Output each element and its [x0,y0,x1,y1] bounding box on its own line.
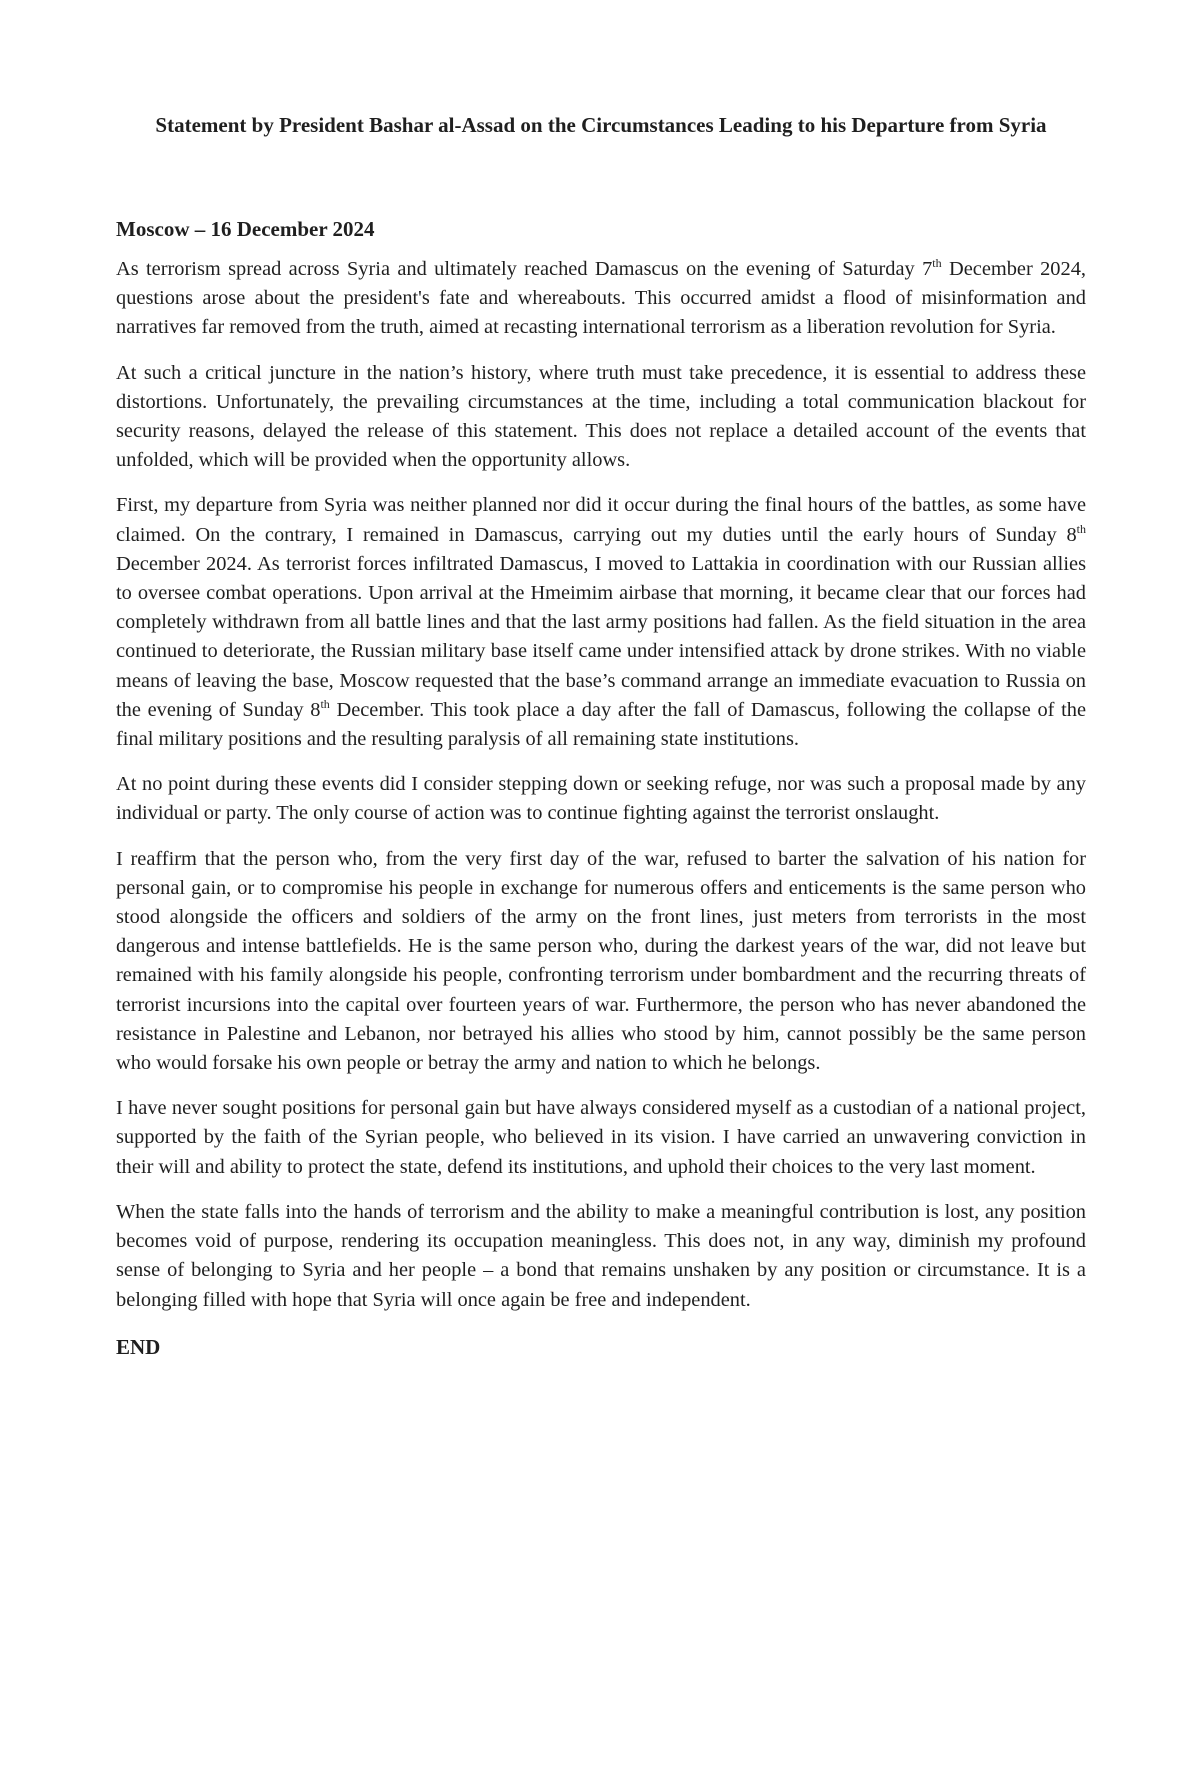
body-paragraph [116,845,1086,1079]
ordinal-suffix: th [1076,521,1086,536]
body-paragraph [116,255,1086,343]
body-paragraph [116,1094,1086,1182]
dateline: Moscow – 16 December 2024 [116,217,375,241]
paragraph-text: December 2024. As terrorist forces infiltrated Damascus, I moved to Lattakia in coordination with our Russian allies to oversee combat operations. Upon arrival at the Hmeimim airbase that morning, it became clear that our forces had completely withdrawn from all battle lines and that the last army positions had fallen. As the field situation in the area continued to deteriorate, the Russian military base itself came under intensified attack by drone strikes. With no viable means of leaving the base, Moscow requested that the base’s command arrange an immediate evacuation to Russia on the evening of Sunday 8 [116,552,1086,721]
paragraph-text: I have never sought positions for personal gain but have always considered myself as a custodian of a national project, supported by the faith of the Syrian people, who believed in its vision. I have carried an unwavering conviction in their will and ability to protect the state, defend its institutions, and uphold their choices to the very last moment. [116,1097,1086,1178]
body-paragraph [116,491,1086,754]
paragraph-text: At no point during these events did I consider stepping down or seeking refuge, nor was such a proposal made by any individual or party. The only course of action was to continue fighting against the terrorist onslaught. [116,773,1086,825]
body-paragraph [116,770,1086,828]
paragraph-text: I reaffirm that the person who, from the very first day of the war, refused to barter the salvation of his nation for personal gain, or to compromise his people in exchange for numerous offers and enticements is the same person who stood alongside the officers and soldiers of the army on the front lines, just meters from terrorists in the most dangerous and intense battlefields. He is the same person who, during the darkest years of the war, did not leave but remained with his family alongside his people, confronting terrorism under bombardment and the recurring threats of terrorist incursions into the capital over fourteen years of war. Furthermore, the person who has never abandoned the resistance in Palestine and Lebanon, nor betrayed his allies who stood by him, cannot possibly be the same person who would forsake his own people or betray the army and nation to which he belongs. [116,847,1086,1075]
paragraph-text: When the state falls into the hands of terrorism and the ability to make a meaningful contribution is lost, any position becomes void of purpose, rendering its occupation meaningless. This does not, in any way, diminish my profound sense of belonging to Syria and her people – a bond that remains unshaken by any position or circumstance. It is a belonging filled with hope that Syria will once again be free and independent. [116,1200,1086,1311]
end-marker: END [116,1334,161,1359]
paragraph-text: At such a critical juncture in the nation’s history, where truth must take precedence, it is essential to address these distortions. Unfortunately, the prevailing circumstances at the time, including a total communication blackout for security reasons, delayed the release of this statement. This does not replace a detailed account of the events that unfolded, which will be provided when the opportunity allows. [116,361,1086,472]
ordinal-suffix: th [320,697,330,712]
body-paragraph [116,1198,1086,1315]
paragraph-text: As terrorism spread across Syria and ultimately reached Damascus on the evening of Saturday 7 [116,258,933,280]
ordinal-suffix: th [932,256,942,271]
statement-page [116,110,1086,1361]
paragraph-text: December. This took place a day after the fall of Damascus, following the collapse of the final military positions and the resulting paralysis of all remaining state institutions. [116,698,1087,751]
paragraph-text: First, my departure from Syria was neither planned nor did it occur during the final hours of the battles, as some have claimed. On the contrary, I remained in Damascus, carrying out my duties until the early hours of Sunday 8 [116,494,1086,546]
document-title: Statement by President Bashar al-Assad on the Circumstances Leading to his Departure from Syria [155,113,1047,137]
statement-body [116,255,1086,1315]
paragraph-text: December 2024, questions arose about the president's fate and whereabouts. This occurred amidst a flood of misinformation and narratives far removed from the truth, aimed at recasting international terrorism as a liberation revolution for Syria. [116,258,1086,339]
body-paragraph [116,359,1086,476]
